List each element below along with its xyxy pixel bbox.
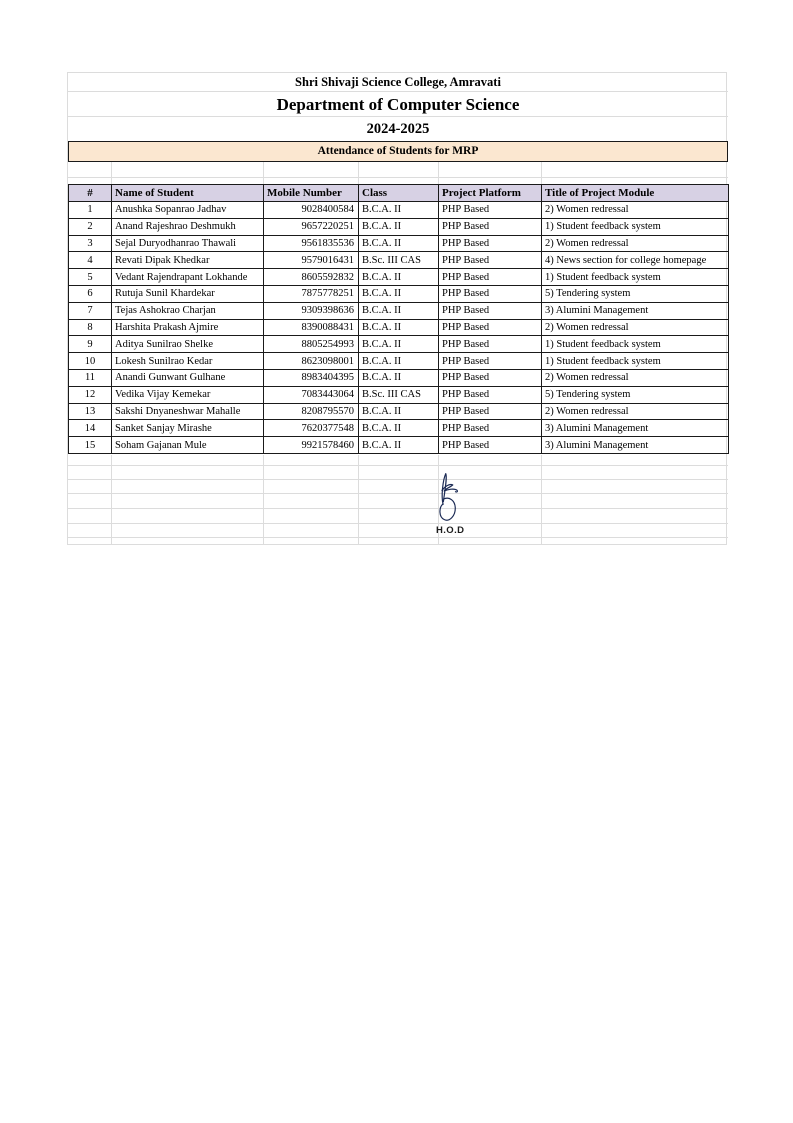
table-row	[69, 218, 729, 235]
cell-name: Sakshi Dnyaneshwar Mahalle	[112, 403, 264, 420]
cell-project: 2) Women redressal	[542, 202, 729, 219]
cell-project: 5) Tendering system	[542, 285, 729, 302]
gridline	[541, 162, 542, 184]
table-row	[69, 437, 729, 454]
cell-class: B.C.A. II	[359, 302, 439, 319]
cell-name: Sanket Sanjay Mirashe	[112, 420, 264, 437]
gridline	[438, 162, 439, 184]
cell-name: Anandi Gunwant Gulhane	[112, 369, 264, 386]
cell-num: 9	[69, 336, 112, 353]
students-table	[68, 184, 729, 454]
attendance-banner: Attendance of Students for MRP	[68, 141, 728, 162]
cell-num: 3	[69, 235, 112, 252]
gridline	[68, 493, 728, 494]
cell-project: 2) Women redressal	[542, 403, 729, 420]
cell-platform: PHP Based	[439, 403, 542, 420]
cell-class: B.C.A. II	[359, 369, 439, 386]
cell-platform: PHP Based	[439, 369, 542, 386]
cell-name: Vedika Vijay Kemekar	[112, 386, 264, 403]
col-header-mobile: Mobile Number	[264, 185, 359, 202]
cell-num: 2	[69, 218, 112, 235]
student-rows	[69, 202, 729, 454]
table-row	[69, 403, 729, 420]
cell-name: Vedant Rajendrapant Lokhande	[112, 269, 264, 286]
cell-mobile: 8623098001	[264, 353, 359, 370]
gridline	[68, 523, 728, 524]
cell-project: 1) Student feedback system	[542, 218, 729, 235]
cell-project: 1) Student feedback system	[542, 353, 729, 370]
cell-num: 12	[69, 386, 112, 403]
cell-mobile: 8208795570	[264, 403, 359, 420]
col-header-index: #	[69, 185, 112, 202]
cell-project: 3) Alumini Management	[542, 302, 729, 319]
cell-project: 3) Alumini Management	[542, 437, 729, 454]
gridline	[263, 455, 264, 545]
gridline	[358, 455, 359, 545]
cell-project: 1) Student feedback system	[542, 336, 729, 353]
cell-class: B.C.A. II	[359, 319, 439, 336]
cell-project: 4) News section for college homepage	[542, 252, 729, 269]
cell-num: 15	[69, 437, 112, 454]
cell-class: B.C.A. II	[359, 218, 439, 235]
gridline	[68, 479, 728, 480]
table-row	[69, 369, 729, 386]
cell-name: Sejal Duryodhanrao Thawali	[112, 235, 264, 252]
cell-name: Anand Rajeshrao Deshmukh	[112, 218, 264, 235]
cell-num: 4	[69, 252, 112, 269]
cell-name: Aditya Sunilrao Shelke	[112, 336, 264, 353]
col-header-class: Class	[359, 185, 439, 202]
cell-mobile: 9028400584	[264, 202, 359, 219]
cell-class: B.C.A. II	[359, 235, 439, 252]
cell-mobile: 8983404395	[264, 369, 359, 386]
gridline	[68, 177, 728, 178]
cell-platform: PHP Based	[439, 285, 542, 302]
cell-platform: PHP Based	[439, 269, 542, 286]
col-header-name: Name of Student	[112, 185, 264, 202]
cell-class: B.C.A. II	[359, 420, 439, 437]
cell-mobile: 7875778251	[264, 285, 359, 302]
hod-label: H.O.D	[436, 525, 465, 536]
cell-class: B.C.A. II	[359, 403, 439, 420]
cell-name: Anushka Sopanrao Jadhav	[112, 202, 264, 219]
cell-platform: PHP Based	[439, 420, 542, 437]
gridline	[358, 162, 359, 184]
cell-num: 6	[69, 285, 112, 302]
cell-mobile: 9561835536	[264, 235, 359, 252]
spreadsheet-print-area	[67, 72, 727, 545]
cell-platform: PHP Based	[439, 202, 542, 219]
cell-name: Rutuja Sunil Khardekar	[112, 285, 264, 302]
academic-year: 2024-2025	[366, 121, 430, 137]
cell-platform: PHP Based	[439, 218, 542, 235]
table-row	[69, 386, 729, 403]
cell-class: B.C.A. II	[359, 336, 439, 353]
gridline	[263, 162, 264, 184]
cell-platform: PHP Based	[439, 252, 542, 269]
cell-mobile: 7083443064	[264, 386, 359, 403]
cell-mobile: 9657220251	[264, 218, 359, 235]
cell-class: B.C.A. II	[359, 269, 439, 286]
table-row	[69, 202, 729, 219]
table-row	[69, 235, 729, 252]
cell-project: 2) Women redressal	[542, 369, 729, 386]
cell-mobile: 8390088431	[264, 319, 359, 336]
gridline	[541, 455, 542, 545]
cell-platform: PHP Based	[439, 437, 542, 454]
cell-num: 5	[69, 269, 112, 286]
cell-mobile: 9921578460	[264, 437, 359, 454]
cell-platform: PHP Based	[439, 235, 542, 252]
cell-num: 14	[69, 420, 112, 437]
cell-mobile: 9309398636	[264, 302, 359, 319]
table-row	[69, 319, 729, 336]
table-row	[69, 353, 729, 370]
cell-name: Revati Dipak Khedkar	[112, 252, 264, 269]
cell-mobile: 9579016431	[264, 252, 359, 269]
cell-name: Soham Gajanan Mule	[112, 437, 264, 454]
cell-mobile: 8805254993	[264, 336, 359, 353]
cell-class: B.C.A. II	[359, 285, 439, 302]
gridline	[111, 455, 112, 545]
department-title: Department of Computer Science	[68, 92, 728, 117]
hod-signature-icon	[431, 472, 467, 526]
cell-class: B.Sc. III CAS	[359, 252, 439, 269]
gridline	[111, 162, 112, 184]
table-row	[69, 269, 729, 286]
cell-num: 13	[69, 403, 112, 420]
cell-num: 10	[69, 353, 112, 370]
cell-platform: PHP Based	[439, 319, 542, 336]
table-header-row	[69, 185, 729, 202]
cell-mobile: 8605592832	[264, 269, 359, 286]
table-row	[69, 252, 729, 269]
cell-project: 2) Women redressal	[542, 319, 729, 336]
gridline	[68, 508, 728, 509]
cell-project: 3) Alumini Management	[542, 420, 729, 437]
col-header-platform: Project Platform	[439, 185, 542, 202]
cell-num: 8	[69, 319, 112, 336]
cell-platform: PHP Based	[439, 302, 542, 319]
cell-name: Lokesh Sunilrao Kedar	[112, 353, 264, 370]
col-header-project: Title of Project Module	[542, 185, 729, 202]
cell-class: B.C.A. II	[359, 202, 439, 219]
cell-platform: PHP Based	[439, 353, 542, 370]
cell-platform: PHP Based	[439, 386, 542, 403]
cell-project: 5) Tendering system	[542, 386, 729, 403]
cell-class: B.C.A. II	[359, 353, 439, 370]
gridline	[68, 465, 728, 466]
cell-num: 7	[69, 302, 112, 319]
cell-name: Harshita Prakash Ajmire	[112, 319, 264, 336]
table-row	[69, 285, 729, 302]
cell-mobile: 7620377548	[264, 420, 359, 437]
gridline	[68, 537, 728, 538]
table-row	[69, 336, 729, 353]
cell-name: Tejas Ashokrao Charjan	[112, 302, 264, 319]
cell-num: 1	[69, 202, 112, 219]
cell-project: 1) Student feedback system	[542, 269, 729, 286]
institution-title: Shri Shivaji Science College, Amravati	[68, 73, 728, 92]
cell-class: B.C.A. II	[359, 437, 439, 454]
cell-num: 11	[69, 369, 112, 386]
cell-class: B.Sc. III CAS	[359, 386, 439, 403]
table-row	[69, 420, 729, 437]
cell-project: 2) Women redressal	[542, 235, 729, 252]
table-row	[69, 302, 729, 319]
cell-platform: PHP Based	[439, 336, 542, 353]
